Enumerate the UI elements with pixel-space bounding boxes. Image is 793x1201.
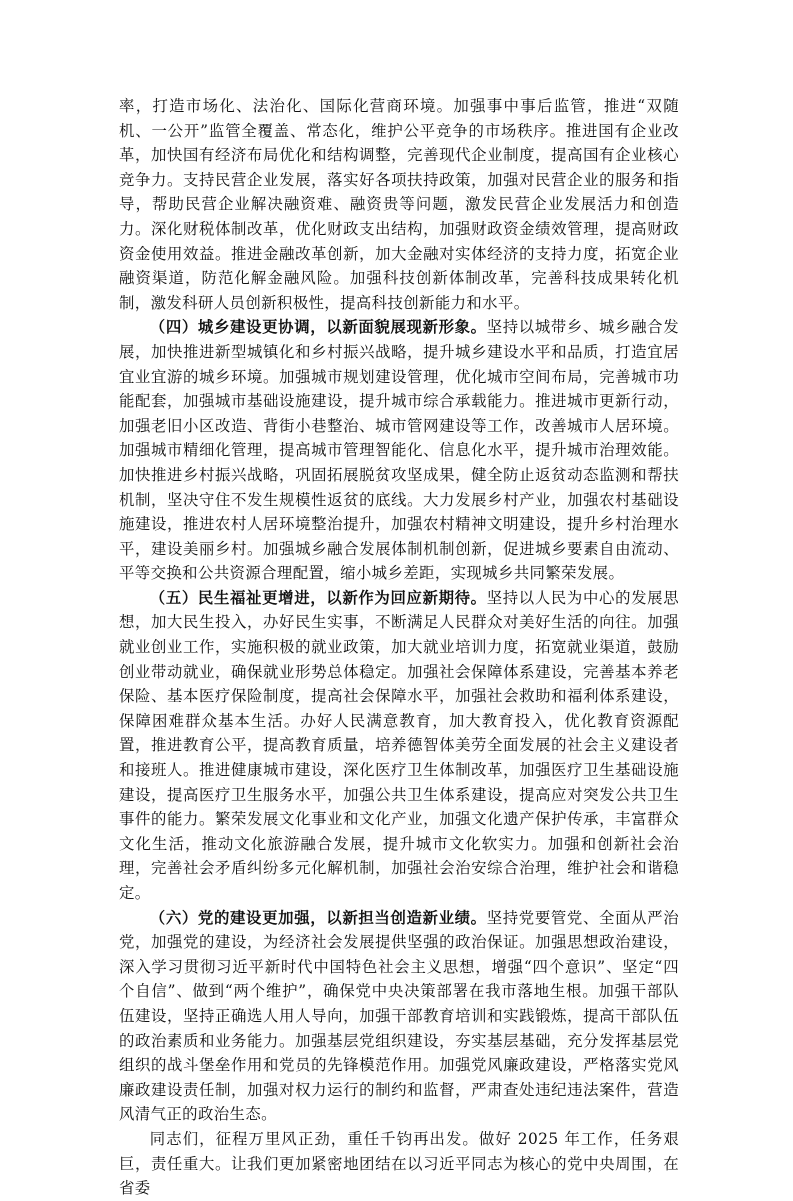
paragraph-urban-rural <box>119 315 679 586</box>
paragraph-closing <box>119 1127 679 1201</box>
paragraph-text: 坚持以人民为中心的发展思想，加大民生投入，办好民生实事，不断满足人民群众对美好生活的向往。加强就业创业工作，实施积极的就业政策，加大就业培训力度，拓宽就业渠道，鼓励创业带动就业，确保就业形势总体稳定。加强社会保障体系建设，完善基本养老保险、基本医疗保险制度，提高社会保障水平，加强社会救助和福利体系建设，保障困难群众基本生活。办好人民满意教育，加大教育投入，优化教育资源配置，推进教育公平，提高教育质量，培养德智体美劳全面发展的社会主义建设者和接班人。推进健康城市建设，深化医疗卫生体制改革，加强医疗卫生基础设施建设，提高医疗卫生服务水平，加强公共卫生体系建设，提高应对突发公共卫生事件的能力。繁荣发展文化事业和文化产业，加强文化遗产保护传承，丰富群众文化生活，推动文化旅游融合发展，提升城市文化软实力。加强和创新社会治理，完善社会矛盾纠纷多元化解机制，加强社会治安综合治理，维护社会和谐稳定。 <box>119 588 679 902</box>
paragraph-text: 率，打造市场化、法治化、国际化营商环境。加强事中事后监管，推进“双随机、一公开”监管全覆盖、常态化，维护公平竞争的市场秩序。推进国有企业改革，加快国有经济布局优化和结构调整，完善现代企业制度，提高国有企业核心竞争力。支持民营企业发展，落实好各项扶持政策，加强对民营企业的服务和指导，帮助民营企业解决融资难、融资贵等问题，激发民营企业发展活力和创造力。深化财税体制改革，优化财政支出结构，加强财政资金绩效管理，提高财政资金使用效益。推进金融改革创新，加大金融对实体经济的支持力度，拓宽企业融资渠道，防范化解金融风险。加强科技创新体制改革，完善科技成果转化机制，激发科研人员创新积极性，提高科技创新能力和水平。 <box>119 97 679 312</box>
section-heading-5: （五）民生福祉更增进，以新作为回应新期待。 <box>149 588 487 607</box>
paragraph-text: 同志们，征程万里风正劲，重任千钧再出发。做好 2025 年工作，任务艰巨，责任重大。让我们更加紧密地团结在以习近平同志为核心的党中央周围，在省委 <box>119 1129 679 1198</box>
paragraph-party-building <box>119 906 679 1127</box>
document-page <box>119 94 679 1201</box>
paragraph-text: 坚持以城带乡、城乡融合发展，加快推进新型城镇化和乡村振兴战略，提升城乡建设水平和品质，打造宜居宜业宜游的城乡环境。加强城市规划建设管理，优化城市空间布局，完善城市功能配套，加强城市基础设施建设，提升城市综合承载能力。推进城市更新行动，加强老旧小区改造、背街小巷整治、城市管网建设等工作，改善城市人居环境。加强城市精细化管理，提高城市管理智能化、信息化水平，提升城市治理效能。加快推进乡村振兴战略，巩固拓展脱贫攻坚成果，健全防止返贫动态监测和帮扶机制，坚决守住不发生规模性返贫的底线。大力发展乡村产业，加强农村基础设施建设，推进农村人居环境整治提升，加强农村精神文明建设，提升乡村治理水平，建设美丽乡村。加强城乡融合发展体制机制创新，促进城乡要素自由流动、平等交换和公共资源合理配置，缩小城乡差距，实现城乡共同繁荣发展。 <box>119 318 679 583</box>
paragraph-text: 坚持党要管党、全面从严治党，加强党的建设，为经济社会发展提供坚强的政治保证。加强思想政治建设，深入学习贯彻习近平新时代中国特色社会主义思想，增强“四个意识”、坚定“四个自信”、做到“两个维护”，确保党中央决策部署在我市落地生根。加强干部队伍建设，坚持正确选人用人导向，加强干部教育培训和实践锻炼，提高干部队伍的政治素质和业务能力。加强基层党组织建设，夯实基层基础，充分发挥基层党组织的战斗堡垒作用和党员的先锋模范作用。加强党风廉政建设，严格落实党风廉政建设责任制，加强对权力运行的制约和监督，严肃查处违纪违法案件，营造风清气正的政治生态。 <box>119 908 679 1124</box>
paragraph-reform-continued <box>119 94 679 315</box>
paragraph-livelihood <box>119 586 679 906</box>
section-heading-6: （六）党的建设更加强，以新担当创造新业绩。 <box>149 908 487 927</box>
section-heading-4: （四）城乡建设更协调，以新面貌展现新形象。 <box>149 318 487 337</box>
